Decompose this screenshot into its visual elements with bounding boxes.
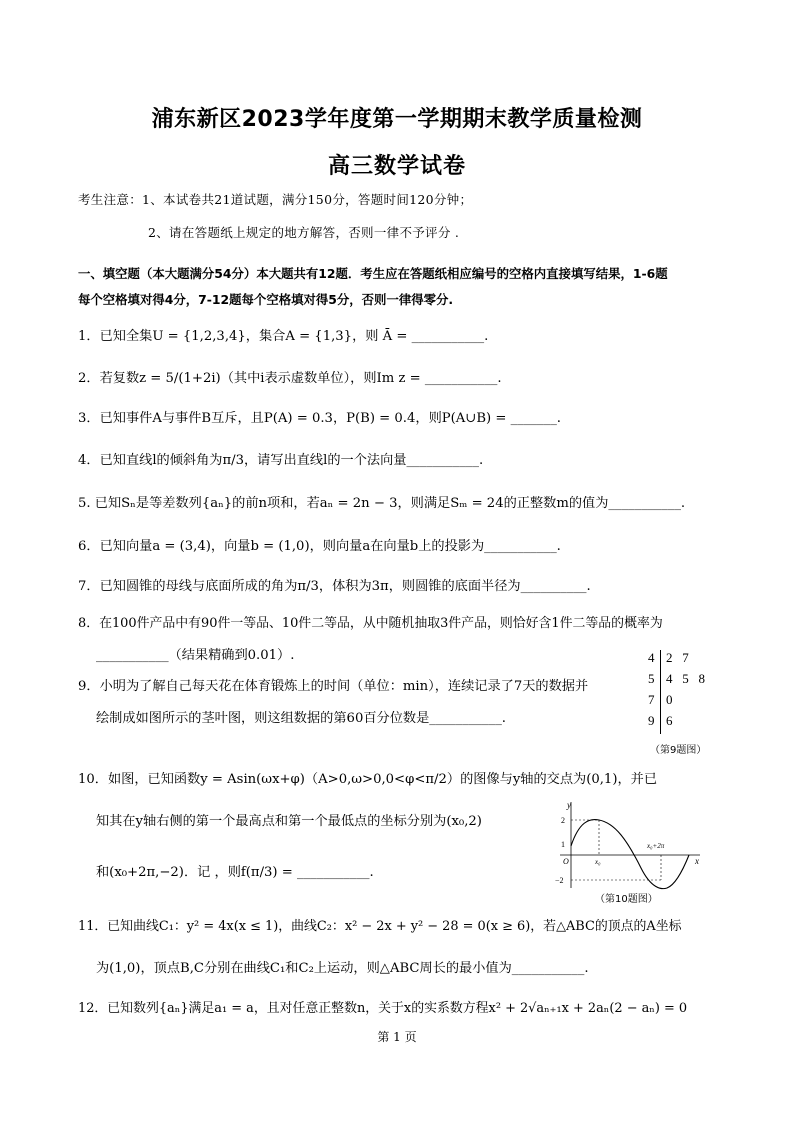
question-9: 9．小明为了解自己每天花在体育锻炼上的时间（单位：min），连续记录了7天的数据并 <box>78 679 589 694</box>
y-axis-label: y <box>567 800 571 810</box>
x-axis-label: x <box>695 856 699 866</box>
question-2: 2．若复数z = 5/(1+2i)（其中i表示虚数单位），则Im z = ___________. <box>78 371 502 386</box>
question-10: 10．如图，已知函数y = Asin(ωx+φ)（A>0,ω>0,0<φ<π/2）的图像与y轴的交点为(0,1)，并已 <box>78 772 658 787</box>
stem-value: 9 <box>648 713 655 728</box>
leaf-values: 6 <box>666 713 673 728</box>
question-6: 6．已知向量a = (3,4)，向量b = (1,0)，则向量a在向量b上的投影为___________. <box>78 539 561 554</box>
origin-label: O <box>563 857 569 866</box>
section-1-header: 一、填空题（本大题满分54分）本大题共有12题．考生应在答题纸相应编号的空格内直接填写结果，1-6题 <box>78 266 668 281</box>
question-10-cont-2: 和(x₀+2π,−2)．记 ，则f(π/3) = ___________. <box>96 865 374 880</box>
notice-line-2: 2、请在答题纸上规定的地方解答，否则一律不予评分 . <box>148 225 460 240</box>
leaf-values: 0 <box>666 692 673 707</box>
stem-value: 5 <box>648 671 655 686</box>
leaf-values: 2 7 <box>666 650 689 665</box>
stem-divider <box>660 650 661 734</box>
exam-title: 浦东新区2023学年度第一学期期末教学质量检测 <box>151 107 643 132</box>
x0-label: x₀ <box>595 858 601 866</box>
question-10-cont: 知其在y轴右侧的第一个最高点和第一个最低点的坐标分别为(x₀,2) <box>96 814 482 829</box>
tick-label-neg2: −2 <box>555 876 564 885</box>
question-11: 11．已知曲线C₁：y² = 4x(x ≤ 1)，曲线C₂：x² − 2x + y² − 28 = 0(x ≥ 6)，若△ABC的顶点的A坐标 <box>78 919 682 934</box>
tick-label-2: 2 <box>561 816 565 825</box>
question-8-cont: ___________（结果精确到0.01）. <box>96 648 295 663</box>
question-11-cont: 为(1,0)，顶点B,C分别在曲线C₁和C₂上运动，则△ABC周长的最小值为___________. <box>96 961 589 976</box>
x0-2pi-label: x₀+2π <box>647 842 665 850</box>
section-1-header-cont: 每个空格填对得4分，7-12题每个空格填对得5分，否则一律得零分. <box>78 292 454 307</box>
notice-line-1: 考生注意：1、本试卷共21道试题，满分150分，答题时间120分钟； <box>78 192 473 207</box>
page-number: 第 1 页 <box>377 1030 417 1044</box>
sine-curve <box>571 820 689 889</box>
question-3: 3．已知事件A与事件B互斥，且P(A) = 0.3，P(B) = 0.4，则P(A∪B) = _______. <box>78 411 561 426</box>
question-9-cont: 绘制成如图所示的茎叶图，则这组数据的第60百分位数是___________. <box>96 711 507 726</box>
figure-9-caption: （第9题图） <box>650 745 707 756</box>
stem-value: 7 <box>648 692 655 707</box>
question-12: 12．已知数列{aₙ}满足a₁ = a，且对任意正整数n，关于x的实系数方程x² + 2√aₙ₊₁x + 2aₙ(2 − aₙ) = 0 <box>78 1001 688 1016</box>
sine-graph-figure <box>555 800 705 890</box>
figure-10-caption: （第10题图） <box>595 894 658 905</box>
question-7: 7．已知圆锥的母线与底面所成的角为π/3，体积为3π，则圆锥的底面半径为__________. <box>78 579 591 594</box>
tick-label-1: 1 <box>561 840 565 849</box>
question-4: 4．已知直线l的倾斜角为π/3，请写出直线l的一个法向量___________. <box>78 453 484 468</box>
question-5: 5. 已知Sₙ是等差数列{aₙ}的前n项和，若aₙ = 2n − 3，则满足Sₘ = 24的正整数m的值为___________. <box>78 496 686 511</box>
exam-subtitle: 高三数学试卷 <box>327 154 466 179</box>
question-1: 1．已知全集U = {1,2,3,4}，集合A = {1,3}，则 Ā = ___________. <box>78 329 489 344</box>
leaf-values: 4 5 8 <box>666 671 705 686</box>
stem-value: 4 <box>648 650 655 665</box>
question-8: 8．在100件产品中有90件一等品、10件二等品，从中随机抽取3件产品，则恰好含1件二等品的概率为 <box>78 616 663 631</box>
